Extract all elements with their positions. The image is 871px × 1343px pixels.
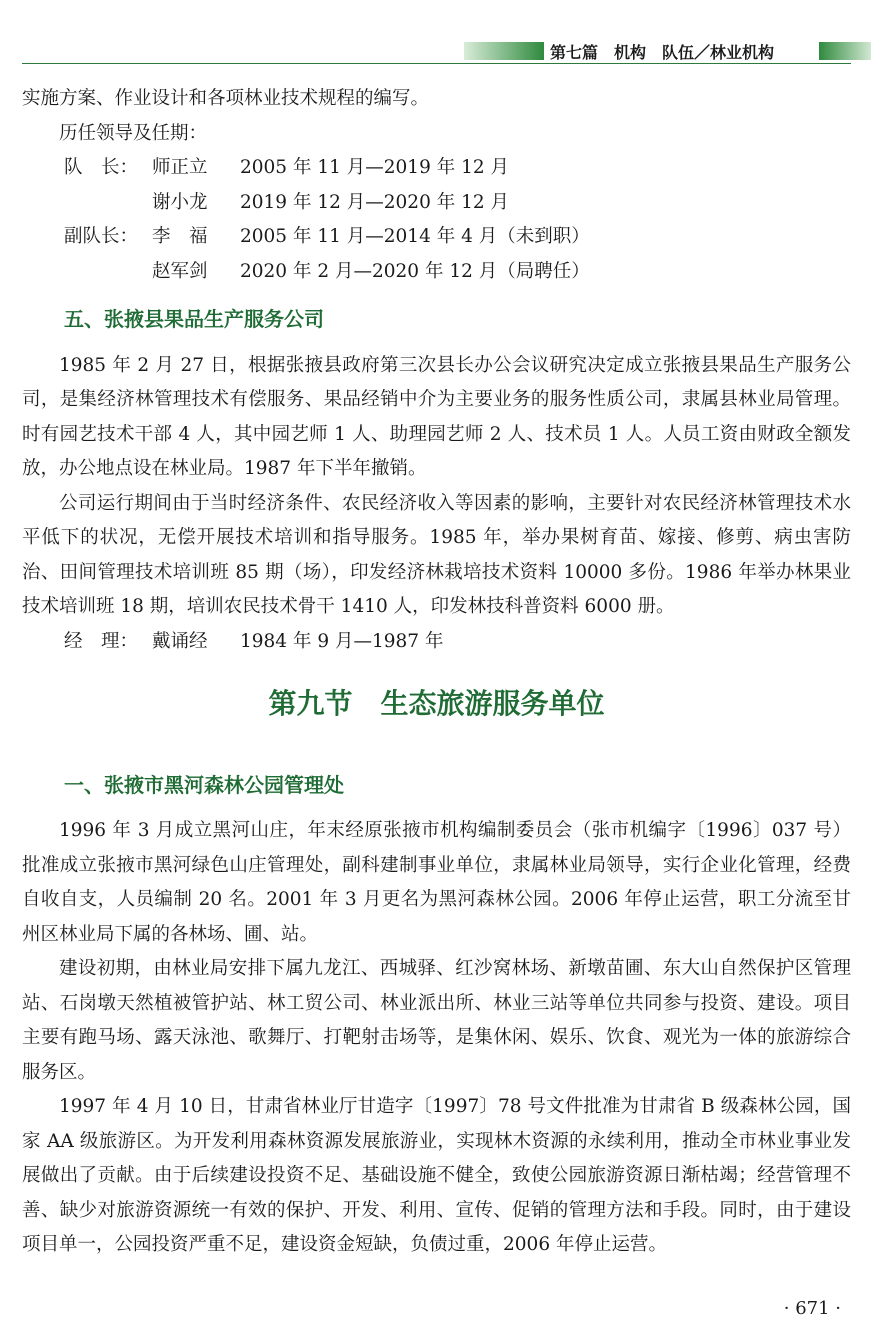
leader-role: 队 长： bbox=[64, 157, 139, 178]
leader-role bbox=[64, 186, 152, 221]
leader-row bbox=[22, 220, 851, 255]
leader-role bbox=[64, 255, 152, 290]
page-content bbox=[22, 82, 851, 1263]
paragraph: 1985 年 2 月 27 日，根据张掖县政府第三次县长办公会议研究决定成立张掖县果品生产服务公司，是集经济林管理技术有偿服务、果品经销中介为主要业务的服务性质公司，隶属县林业局管理。时有园艺技术干部 4 人，其中园艺师 1 人、助理园艺师 2 人、技术员 1 人。人员工资由财政全额发放，办公地点设在林业局。1987 年下半年撤销。 bbox=[22, 354, 851, 479]
leader-term: 2005 年 11 月—2019 年 12 月 bbox=[240, 157, 510, 178]
leader-name: 师正立 bbox=[152, 157, 208, 178]
leader-term: 2019 年 12 月—2020 年 12 月 bbox=[240, 191, 510, 213]
manager-row bbox=[22, 625, 851, 660]
manager-term: 1984 年 9 月—1987 年 bbox=[240, 630, 444, 652]
leader-term: 2020 年 2 月—2020 年 12 月（局聘任） bbox=[240, 260, 590, 282]
leader-name: 赵军剑 bbox=[152, 260, 208, 282]
header-decor-bar-right bbox=[819, 42, 871, 60]
leader-row bbox=[22, 186, 851, 221]
paragraph: 公司运行期间由于当时经济条件、农民经济收入等因素的影响，主要针对农民经济林管理技术水平低下的状况，无偿开展技术培训和指导服务。1985 年，举办果树育苗、嫁接、修剪、病虫害防治、田间管理技术培训班 85 期（场），印发经济林栽培技术资料 10000 多份。1986 年举办林果业技术培训班 18 期，培训农民技术骨干 1410 人，印发林技科普资料 6000 册。 bbox=[22, 492, 851, 617]
header-decor-bar-left bbox=[464, 42, 544, 60]
leaders-intro: 历任领导及任期： bbox=[59, 122, 208, 144]
leader-row bbox=[22, 255, 851, 290]
paragraph: 建设初期，由林业局安排下属九龙江、西城驿、红沙窝林场、新墩苗圃、东大山自然保护区管理站、石岗墩天然植被管护站、林工贸公司、林业派出所、林业三站等单位共同参与投资、建设。项目主要有跑马场、露天泳池、歌舞厅、打靶射击场等，是集休闲、娱乐、饮食、观光为一体的旅游综合服务区。 bbox=[22, 958, 851, 1083]
paragraph: 1996 年 3 月成立黑河山庄，年末经原张掖市机构编制委员会（张市机编字〔1996〕037 号）批准成立张掖市黑河绿色山庄管理处，副科建制事业单位，隶属林业局领导，实行企业化管理，经费自收自支，人员编制 20 名。2001 年 3 月更名为黑河森林公园。2006 年停止运营，职工分流至甘州区林业局下属的各林场、圃、站。 bbox=[22, 820, 851, 945]
leader-role: 副队长： bbox=[64, 226, 139, 247]
running-header bbox=[22, 38, 851, 64]
manager-name: 戴诵经 bbox=[152, 630, 208, 652]
section-heading-fruit-company: 五、张掖县果品生产服务公司 bbox=[64, 307, 324, 331]
manager-role: 经 理： bbox=[64, 630, 139, 652]
section-heading-forest-park: 一、张掖市黑河森林公园管理处 bbox=[64, 772, 344, 797]
leader-name: 李 福 bbox=[152, 226, 208, 247]
paragraph: 1997 年 4 月 10 日，甘肃省林业厅甘造字〔1997〕78 号文件批准为甘肃省 B 级森林公园，国家 AA 级旅游区。为开发利用森林资源发展旅游业，实现林木资源的永续利用，推动全市林业事业发展做出了贡献。由于后续建设投资不足、基础设施不健全，致使公园旅游资源日渐枯竭；经营管理不善、缺少对旅游资源统一有效的保护、开发、利用、宣传、促销的管理方法和手段。同时，由于建设项目单一，公园投资严重不足，建设资金短缺，负债过重，2006 年停止运营。 bbox=[22, 1096, 851, 1255]
header-rule bbox=[22, 63, 851, 64]
intro-line: 实施方案、作业设计和各项林业技术规程的编写。 bbox=[22, 88, 430, 109]
leader-row bbox=[22, 151, 851, 186]
page-number: · 671 · bbox=[783, 1298, 841, 1319]
leader-name: 谢小龙 bbox=[152, 191, 208, 213]
chapter-title: 第九节 生态旅游服务单位 bbox=[268, 687, 605, 720]
header-title: 第七篇 机构 队伍／林业机构 bbox=[550, 43, 775, 62]
leader-term: 2005 年 11 月—2014 年 4 月（未到职） bbox=[240, 226, 590, 247]
